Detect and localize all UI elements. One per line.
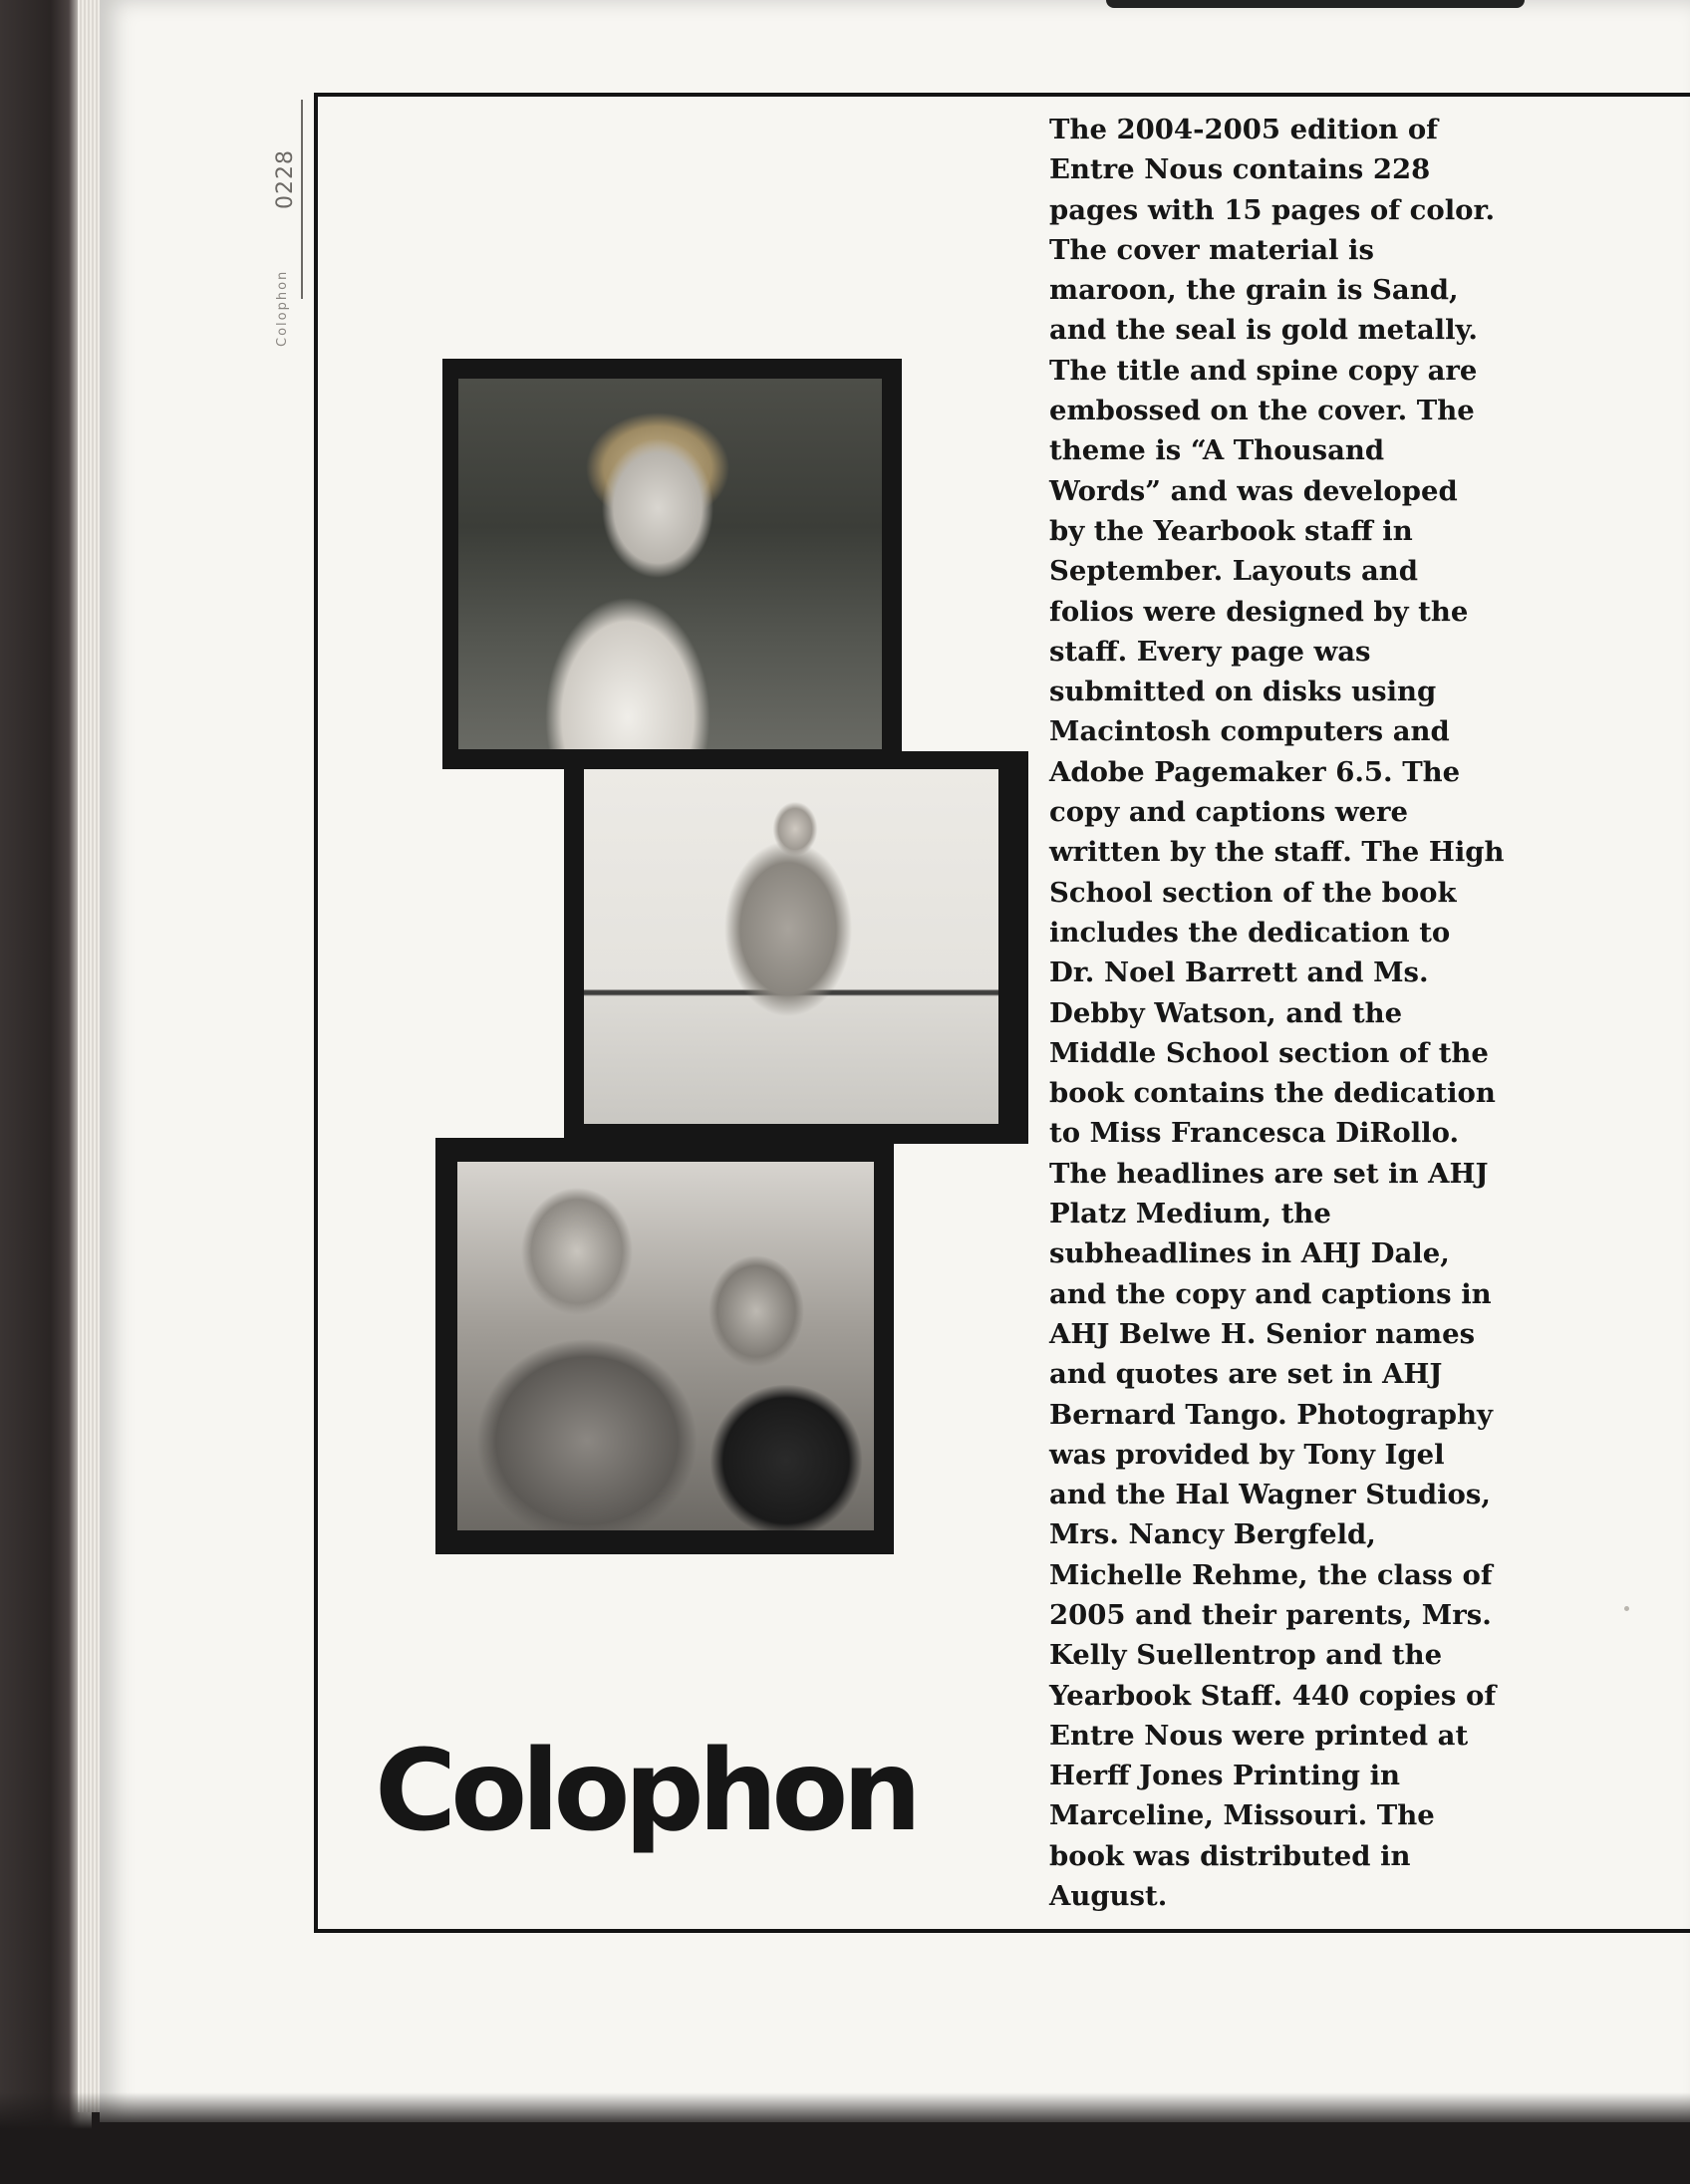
text-line: The title and spine copy are bbox=[1049, 354, 1478, 387]
text-line: pages with 15 pages of color. bbox=[1049, 193, 1496, 226]
text-line: Bernard Tango. Photography bbox=[1049, 1398, 1494, 1431]
text-line: to Miss Francesca DiRollo. bbox=[1049, 1117, 1460, 1150]
text-line: and the seal is gold metally. bbox=[1049, 314, 1478, 347]
text-line: August. bbox=[1049, 1880, 1168, 1913]
folio bbox=[271, 100, 311, 347]
text-line: Adobe Pagemaker 6.5. The bbox=[1049, 755, 1461, 788]
folio-page-number: 0228 bbox=[273, 149, 298, 209]
text-line: The headlines are set in AHJ bbox=[1049, 1157, 1489, 1190]
text-line: AHJ Belwe H. Senior names bbox=[1049, 1317, 1476, 1350]
text-line: and the Hal Wagner Studios, bbox=[1049, 1479, 1491, 1511]
text-line: Marceline, Missouri. The bbox=[1049, 1799, 1435, 1832]
text-line: Dr. Noel Barrett and Ms. bbox=[1049, 956, 1429, 989]
photo-students-singing bbox=[435, 1138, 894, 1554]
text-line: Debby Watson, and the bbox=[1049, 996, 1403, 1029]
text-line: staff. Every page was bbox=[1049, 635, 1371, 668]
text-line: Mrs. Nancy Bergfeld, bbox=[1049, 1518, 1376, 1551]
text-line: School section of the book bbox=[1049, 876, 1457, 909]
text-line: The 2004-2005 edition of bbox=[1049, 114, 1438, 145]
folio-section-label: Colophon bbox=[275, 269, 290, 347]
text-line: Platz Medium, the bbox=[1049, 1198, 1331, 1230]
paper-speck bbox=[1624, 1606, 1629, 1611]
text-line: Kelly Suellentrop and the bbox=[1049, 1639, 1443, 1672]
text-line: Entre Nous were printed at bbox=[1049, 1719, 1469, 1752]
text-line: Middle School section of the bbox=[1049, 1036, 1489, 1069]
bottom-shadow bbox=[0, 2092, 1690, 2184]
text-line: maroon, the grain is Sand, bbox=[1049, 274, 1459, 307]
text-line: Yearbook Staff. 440 copies of bbox=[1049, 1679, 1497, 1712]
photo-image bbox=[458, 379, 882, 749]
text-line: book was distributed in bbox=[1049, 1839, 1411, 1872]
text-line: folios were designed by the bbox=[1049, 595, 1469, 628]
text-line: Macintosh computers and bbox=[1049, 715, 1450, 748]
top-page-tab bbox=[1106, 0, 1525, 8]
text-line: by the Yearbook staff in bbox=[1049, 514, 1413, 547]
photo-image bbox=[457, 1162, 874, 1530]
text-line: submitted on disks using bbox=[1049, 676, 1437, 708]
text-line: The cover material is bbox=[1049, 233, 1374, 266]
page-headline: Colophon bbox=[375, 1727, 917, 1856]
text-line: Herff Jones Printing in bbox=[1049, 1760, 1401, 1792]
text-line: copy and captions were bbox=[1049, 796, 1408, 829]
photo-student-at-whiteboard bbox=[564, 751, 1028, 1144]
text-line: Michelle Rehme, the class of bbox=[1049, 1558, 1493, 1591]
text-line: and the copy and captions in bbox=[1049, 1277, 1492, 1310]
text-line: and quotes are set in AHJ bbox=[1049, 1358, 1443, 1391]
text-line: was provided by Tony Igel bbox=[1049, 1438, 1445, 1471]
photo-student-on-phone bbox=[442, 359, 902, 769]
text-line: Entre Nous contains 228 bbox=[1049, 153, 1431, 186]
text-line: embossed on the cover. The bbox=[1049, 395, 1475, 427]
text-line: subheadlines in AHJ Dale, bbox=[1049, 1237, 1450, 1270]
text-line: book contains the dedication bbox=[1049, 1077, 1496, 1110]
text-line: 2005 and their parents, Mrs. bbox=[1049, 1598, 1492, 1631]
folio-rule bbox=[301, 100, 303, 299]
photo-image bbox=[584, 769, 998, 1124]
text-line: theme is “A Thousand bbox=[1049, 434, 1385, 467]
text-line: Words” and was developed bbox=[1049, 474, 1458, 507]
text-line: September. Layouts and bbox=[1049, 555, 1418, 588]
text-line: includes the dedication to bbox=[1049, 916, 1451, 949]
text-line: written by the staff. The High bbox=[1049, 836, 1505, 869]
colophon-body-text bbox=[1049, 110, 1607, 1916]
